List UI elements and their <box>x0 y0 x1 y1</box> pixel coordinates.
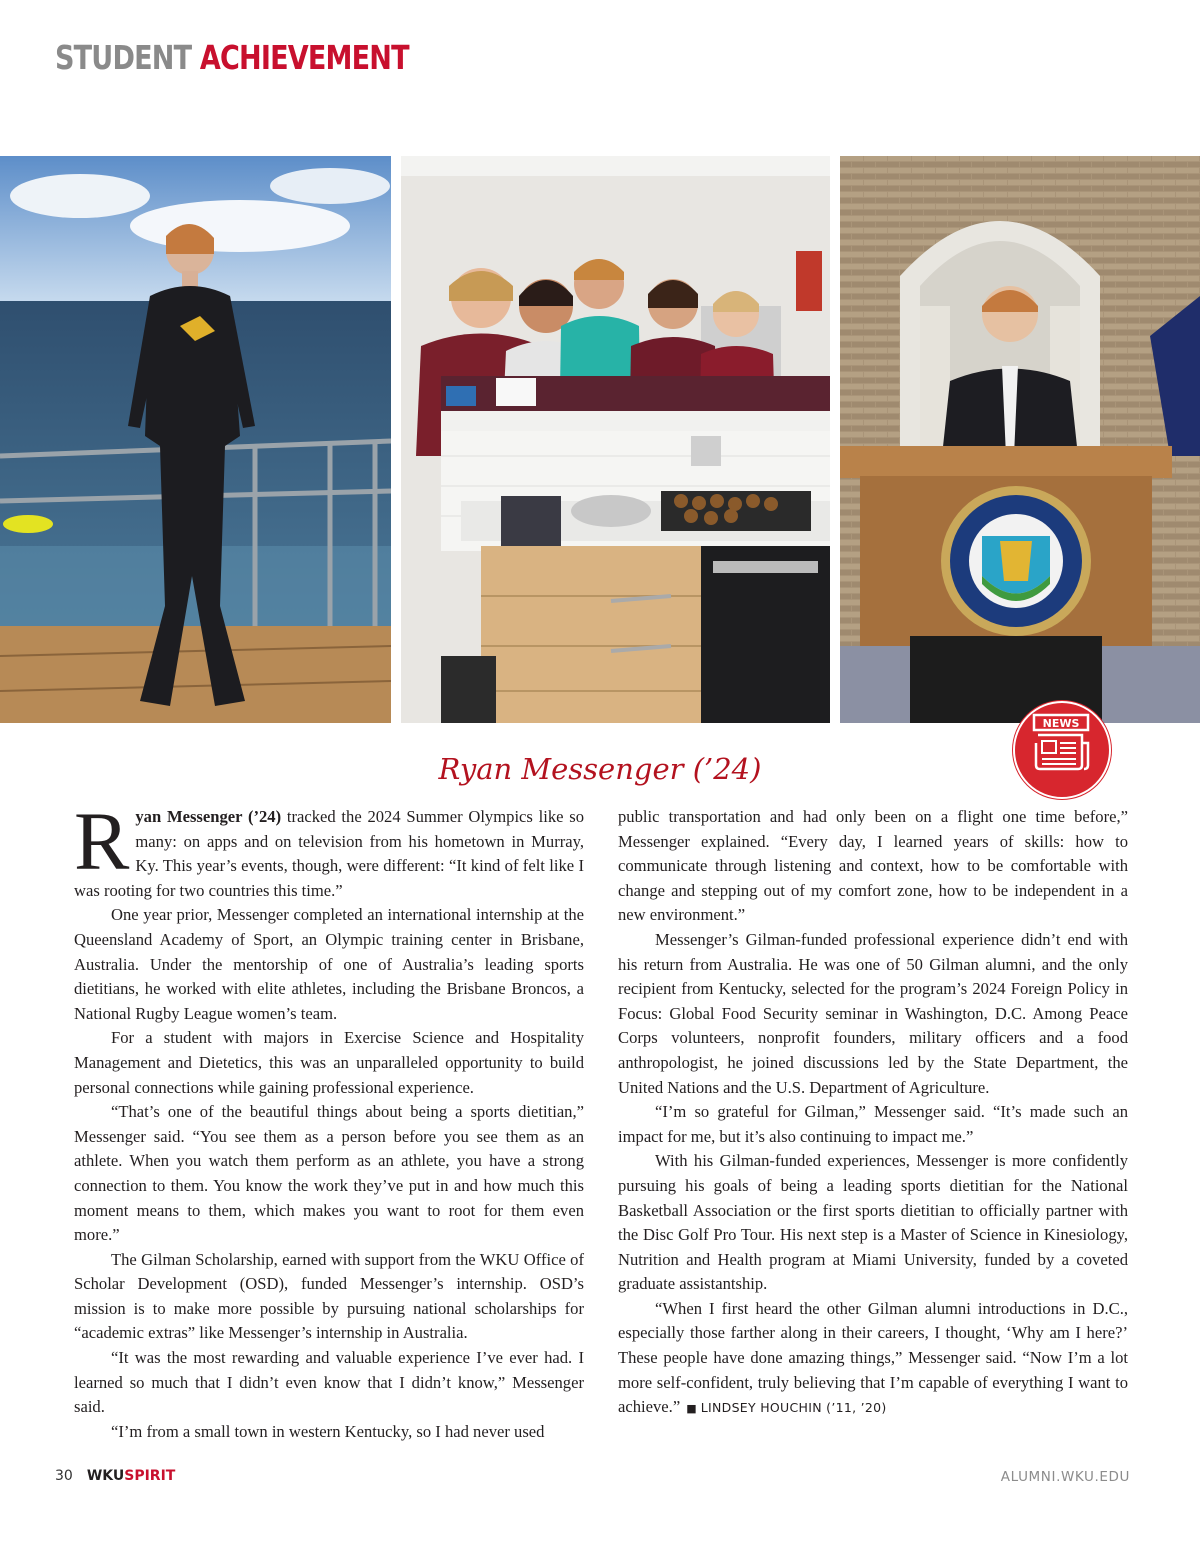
end-mark-icon: ■ <box>686 1402 697 1416</box>
paragraph: One year prior, Messenger completed an international internship at the Queensland Academy of Sport, an Olympic training center in Brisbane, Australia. Under the mentorship of one of Australia’s leading sports dietitians, he worked with elite athletes, including the Brisbane Broncos, a National Rugby League women’s team. <box>74 905 584 1023</box>
brand-wku: WKU <box>86 1468 125 1484</box>
news-badge-label: NEWS <box>1042 717 1080 730</box>
paragraph: With his Gilman-funded experiences, Messenger is more confidently pursuing his goals of being a leading sports dietitian for the National Basketball Association or the first sports dietitian to officially partner with the Disc Golf Pro Tour. His next step is a Master of Science in Kinesiology, Nutrition and Health program at Miami University, funded by a coveted graduate assistantship. <box>618 1151 1128 1294</box>
paragraph: “It was the most rewarding and valuable experience I’ve ever had. I learned so much that I didn’t even know that I didn’t know,” Messenger said. <box>74 1348 584 1417</box>
section-header-word1: STUDENT <box>55 38 192 77</box>
byline: LINDSEY HOUCHIN (’11, ’20) <box>700 1400 887 1416</box>
paragraph: “I’m from a small town in western Kentucky, so I had never used <box>111 1421 545 1441</box>
paragraph-continuation: public transportation and had only been on a flight one time before,” Messenger explained. “Every day, I learned years of skills: how to communicate through listening and context, how to be comfortable with change and stepping out of my comfort zone, how to be independent in a new environment.” <box>618 807 1128 925</box>
article-headline: Ryan Messenger (’24) <box>438 752 762 786</box>
footer-page-info <box>55 1468 175 1484</box>
brand-spirit: SPIRIT <box>124 1468 176 1484</box>
section-header <box>55 38 409 77</box>
lead-paragraph <box>74 795 584 903</box>
final-paragraph <box>618 1297 1128 1422</box>
page-number: 30 <box>55 1468 73 1484</box>
paragraph: The Gilman Scholarship, earned with support from the WKU Office of Scholar Development (OSD), funded Messenger’s internship. OSD’s mission is to make more possible by pursuing national scholarships for “academic extras” like Messenger’s internship in Australia. <box>74 1249 584 1343</box>
lead-name: yan Messenger (’24) <box>135 807 282 826</box>
lead-text: tracked the 2024 Summer Olympics like so many: on apps and on television from his hometown in Murray, Ky. This year’s events, though, were different: “It kind of felt like I was rooting for two countries this time.” <box>74 807 584 900</box>
paragraph: “That’s one of the beautiful things about being a sports dietitian,” Messenger said. “You see them as a person before you see them as an athlete. When you watch them perform as an athlete, you have a strong connection to them. You know the work they’ve put in and how much this moment means to them, which makes you want to root for them even more.” <box>74 1102 584 1245</box>
paragraph: For a student with majors in Exercise Science and Hospitality Management and Dietetics, this was an unparalleled opportunity to build personal connections while gaining professional experience. <box>74 1028 584 1097</box>
paragraph: “I’m so grateful for Gilman,” Messenger said. “It’s made such an impact for me, but it’s also continuing to impact me.” <box>618 1102 1128 1146</box>
section-header-word2: ACHIEVEMENT <box>199 38 409 77</box>
article-column-2 <box>618 805 1128 1422</box>
photo-usda-podium <box>840 156 1200 723</box>
footer-url: ALUMNI.WKU.EDU <box>1000 1469 1130 1485</box>
paragraph: Messenger’s Gilman-funded professional experience didn’t end with his return from Australia. He was one of 50 Gilman alumni, and the only recipient from Kentucky, selected for the program’s 2024 Foreign Policy in Focus: Global Food Security seminar in Washington, D.C. Among Peace Corps volunteers, nonprofit founders, military officers and a food anthropologist, he joined discussions led by the State Department, the United Nations and the U.S. Department of Agriculture. <box>618 929 1128 1097</box>
photo-kitchen-group <box>401 156 830 723</box>
article-column-1 <box>74 795 584 1444</box>
drop-cap: R <box>74 795 130 887</box>
photo-boat-deck <box>0 156 391 723</box>
final-paragraph-text: “When I first heard the other Gilman alumni introductions in D.C., especially those farther along in their careers, I thought, ‘Why am I here?’ These people have done amazing things,” Messenger said. “Now I’m a lot more self-confident, truly believing that I’m capable of everything I want to achieve.” <box>618 1298 1128 1417</box>
